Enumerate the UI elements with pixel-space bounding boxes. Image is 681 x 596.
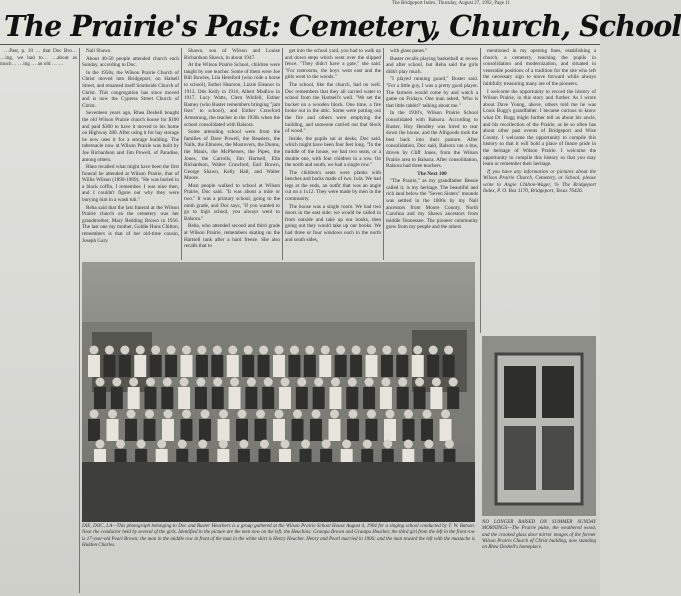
person-figure [382, 346, 391, 355]
person-figure [163, 378, 172, 387]
article-paragraph: The Next 100 [417, 170, 447, 177]
person-figure [256, 410, 265, 419]
person-figure [264, 378, 273, 387]
person-figure [88, 355, 100, 377]
column-divider [480, 48, 481, 333]
article-paragraph: mentioned in my opening lines, establishing a church, a cemetery, teaching the pupils in consolidation and modernization, and situated in venerable positions of a tradition for the site who left the necessary sign to move forward while always faithfully treasuring many are of the pioneers. [483, 48, 596, 87]
article-paragraph: Seventeen years ago, Rhea Deshell bought the old Wilson Prairie church house for $100 and paid $300 to have it moved to his home on Highway 380. After using it for hay storage he now uses it for a storage building. The tabernacle now at Wilson Prairie was built by Joe Richardson and Jim Powell, of Paradise, among others. [82, 110, 179, 163]
person-figure [275, 346, 284, 355]
person-figure [449, 378, 458, 387]
article-column-6 [483, 48, 596, 333]
person-figure [107, 419, 119, 441]
person-figure [165, 355, 177, 377]
person-figure [413, 346, 422, 355]
person-figure [230, 378, 239, 387]
article-paragraph: Some attending school were from the families of Dave Powell, the Reaslers, the Nalls, the Elmores, the Mostovers, the Dunns, the Mauls, the McPherses, the Pipes, the Jones, the Carrolls, Jim Hartsell, Ella Richardson, Walter Crawford, Earl Brown, George Shawn, Kelly Hall, and Walter Moore. [184, 129, 280, 182]
article-paragraph: The school, like the church, had no well. Doc remembers that they all carried water to school from the Hartsell's well. "We set the bucket on a wooden block. One time, a fire broke out in the attic. Some were putting out the fire and others were emptying the building, and someone carried out that block of wood." [285, 81, 381, 135]
person-figure [322, 440, 331, 449]
article-paragraph: Buster recalls playing basketball at recess and after school, but Reba said the girls didn't play much. [386, 55, 478, 75]
person-figure [292, 419, 304, 441]
person-figure [181, 419, 193, 441]
person-figure [144, 419, 156, 441]
article-paragraph: "The Prairie," as my grandfather Bessie called it, is my heritage. The beautiful and rich land below the "Seven Sisters" mounds was settled in the 1800s by my Nall ancestors from Moore County, North Carolina and my Shawn ancestors from middle Tennessee. The pioneer community grew from my people and the others [386, 178, 478, 231]
article-paragraph: I welcome the opportunity to record the history of Wilson Prairie, in this story and further. As I wrote about Dave Young, above, others told me he was Louis Bugg's grandfather. I became curious to know what Dr. Bugg might further tell us about his uncle, and his recollection of the Prairie, as he so often has about other past events of Bridgeport and Wise County. I welcome the opportunity to compile this history so that it will hold a place of future pride in the heritage of Wilson Prairie. I welcome the opportunity to compile this history so that you may learn or remember their heritage. [483, 88, 596, 168]
person-figure [314, 378, 323, 387]
article-paragraph: Inside, the pupils sat at desks, Doc said, which might have been four feet long. "In the middle of the house, we had two seats, or a double one, with four children in a row. On the north and south, we had a single row." [285, 135, 381, 169]
person-figure [363, 440, 372, 449]
person-figure [137, 440, 146, 449]
person-figure [288, 355, 300, 377]
person-figure [211, 355, 223, 377]
person-figure [424, 440, 433, 449]
person-figure [367, 346, 376, 355]
person-figure [312, 410, 321, 419]
person-figure [128, 387, 140, 409]
person-figure [432, 378, 441, 387]
person-figure [293, 410, 302, 419]
person-figure [119, 355, 131, 377]
person-figure [281, 440, 290, 449]
column-divider [181, 48, 182, 260]
article-paragraph: In the 1930's, Wilson Prairie School consolidated with Balsora. According to Buster, Hoy Hendley was hired to tear down the house, and the Alligoods took the best back into their pasture. After consolidation, Doc said, Balsora ran a bus, driven by Cliff Jones, from the Wilson Prairie area to Balsora. After consolidation, Balsora had three teachers. [386, 110, 478, 170]
person-figure [397, 387, 409, 409]
article-column-2 [82, 48, 179, 260]
person-figure [218, 419, 230, 441]
article-paragraph: get into the school yard, you had to walk up and down steps which went over the slipped fence. "They didn't have a gate," she said. "For restrooms, the boys went east and the girls went to the woods." [285, 48, 381, 81]
person-figure [342, 440, 351, 449]
person-figure [335, 355, 347, 377]
person-figure [258, 355, 270, 377]
article-paragraph: Reba said that the last funeral at the Wilson Prairie church on the cemetery was her grandmother, Mary Redding Brown in 1956. The last one my mother, Goldie Huns Chilton, remembers is that of her old-time cousin, Joseph Gary [82, 204, 179, 244]
person-figure [90, 410, 99, 419]
article-paragraph: "I played running guard," Buster said. "For a little guy, I was a pretty good player. The farmers would come by and watch a game on Fridays. One man asked, 'Who is that little rabbit?' talking about me." [386, 76, 478, 109]
person-figure [396, 355, 408, 377]
person-figure [105, 346, 114, 355]
person-figure [245, 387, 257, 409]
person-figure [447, 387, 459, 409]
person-figure [404, 410, 413, 419]
person-figure [199, 419, 211, 441]
person-figure [444, 346, 453, 355]
person-figure [329, 419, 341, 441]
running-head: The Bridgeport Index, Thursday, August 27, 1992, Page 11 [392, 1, 510, 6]
person-figure [329, 387, 341, 409]
person-figure [429, 346, 438, 355]
person-figure [347, 419, 359, 441]
person-figure [157, 440, 166, 449]
person-figure [111, 387, 123, 409]
person-figure [423, 410, 432, 419]
article-column-4 [285, 48, 381, 260]
person-figure [445, 440, 454, 449]
person-figure [403, 419, 415, 441]
person-figure [178, 440, 187, 449]
person-figure [198, 440, 207, 449]
article-paragraph: If you have any information or pictures about the Wilson Prairie Church, Cemetery, or School, please write to Angie Chilton-Wager, % The Bridgeport Index, P. O. Box 1170, Bridgeport, Texas 76426. [483, 168, 596, 195]
article-paragraph: Shawn, son of Wilson and Louise Richardson Shawn, in about 1947. [184, 48, 280, 61]
person-figure [363, 387, 375, 409]
person-figure [443, 355, 455, 377]
person-figure [96, 378, 105, 387]
church-door-photo [482, 336, 596, 516]
person-figure [365, 378, 374, 387]
person-figure [238, 410, 247, 419]
person-figure [279, 387, 291, 409]
person-figure [181, 355, 193, 377]
person-figure [145, 410, 154, 419]
person-figure [380, 387, 392, 409]
person-figure [213, 378, 222, 387]
person-figure [366, 419, 378, 441]
person-figure [427, 355, 439, 377]
person-figure [108, 410, 117, 419]
person-figure [319, 355, 331, 377]
person-figure [404, 440, 413, 449]
person-figure [386, 410, 395, 419]
person-figure [129, 378, 138, 387]
person-figure [196, 355, 208, 377]
person-figure [236, 419, 248, 441]
person-figure [162, 419, 174, 441]
person-figure [151, 346, 160, 355]
article-paragraph: At the Wilson Prairie School, children were taught by one teacher. Some of them were Joe Bill Bowles, Lila Hereford (who rode a horse to school), Esther Hearson, Lizzie Eleanor in 1913, Otis Kelly in 1916, Albert Madlow in 1917, Lucy Watts, Clem Winfell, Esther Ramey (who Buster remembers bringing "jam fists" to school), and Esther Crawford Armstrong, the teacher in the 1930s when the school consolidated with Balsora. [184, 62, 280, 128]
article-paragraph: Nall Shawn. [86, 48, 112, 54]
person-figure [281, 378, 290, 387]
church-photo-caption: NO LONGER RAISED ON SUMMER SUNDAY MORNINGS—The Prairie pulse, the weathered wood, and the crooked glass door mirror images of the former Wilson Prairie Church of Christ building, now standing on Rhea Deshell's homeplace. [482, 520, 596, 551]
person-figure [296, 387, 308, 409]
article-paragraph: The house was a single room. We had two doors in the east side; we would be called in from outside and take up our books, then going out they would take up our books. We had three or four windows each in the north and south sides, [285, 203, 381, 243]
person-figure [331, 378, 340, 387]
person-figure [244, 346, 253, 355]
person-figure [212, 387, 224, 409]
person-figure [228, 346, 237, 355]
person-figure [259, 346, 268, 355]
person-figure [136, 346, 145, 355]
person-figure [367, 410, 376, 419]
person-figure [103, 355, 115, 377]
person-figure [180, 378, 189, 387]
person-figure [304, 355, 316, 377]
photo-caption: DIE, DOC, LA—This photograph belonging to Doc and Buster Heuchers is a group gathered at the Wilson Prairie School House August 4, 1904 for a singing school conducted by T. W. Batson. Near the conductor held by several of the girls. Identified in the picture are the men now on the left, the Heuchins: Grampa Brown and Grampa Heucher, the third girl from the left in the front row is 17-year-old Pearl Brown; the man in the middle row in front of the man in the white shirt is Henry Heucher. Henry and Pearl married in 1906; and the man toward the left with the mustache is Huldon Charles. [82, 524, 475, 548]
person-figure [182, 346, 191, 355]
column-divider [79, 48, 80, 593]
person-figure [146, 378, 155, 387]
person-figure [297, 378, 306, 387]
person-figure [213, 346, 222, 355]
headline-rule [0, 44, 600, 45]
person-figure [415, 378, 424, 387]
person-figure [330, 410, 339, 419]
person-figure [310, 419, 322, 441]
person-figure [125, 419, 137, 441]
person-figure [127, 410, 136, 419]
person-figure [430, 387, 442, 409]
person-figure [201, 410, 210, 419]
person-figure [398, 378, 407, 387]
person-figure [384, 419, 396, 441]
person-figure [440, 419, 452, 441]
person-figure [346, 387, 358, 409]
page-title: The Prairie's Past: Cemetery, Church, School [4, 9, 681, 43]
person-figure [366, 355, 378, 377]
person-figure [301, 440, 310, 449]
person-figure [88, 419, 100, 441]
person-figure [260, 440, 269, 449]
person-figure [321, 346, 330, 355]
person-figure [441, 410, 450, 419]
article-paragraph: Most people walked to school at Wilson Prairie, Doc said. "It was about a mile or two." It was a primary school, going to the ninth grade, and Doc says, "if you wanted to go to high school, you always went to Balsora." [184, 182, 280, 222]
person-figure [94, 387, 106, 409]
person-figure [414, 387, 426, 409]
person-figure [219, 440, 228, 449]
person-figure [239, 440, 248, 449]
person-figure [112, 378, 121, 387]
person-figure [421, 419, 433, 441]
person-figure [273, 355, 285, 377]
person-figure [273, 419, 285, 441]
person-figure [383, 440, 392, 449]
person-figure [182, 410, 191, 419]
person-figure [196, 378, 205, 387]
article-paragraph: with glass panes." [390, 48, 428, 54]
article-paragraph: About 40-50 people attended church each Sunday, according to Doc. [82, 55, 179, 69]
article-paragraph: Reba, who attended second and third grade at Wilson Prairie, remembers skating on the Hartsell tank after a hard freeze. She also recalls that to [184, 223, 280, 250]
person-figure [247, 378, 256, 387]
person-figure [116, 440, 125, 449]
article-paragraph: In the 1950s, the Wilson Prairie Church of Christ moved into Bridgeport, on Halsell Street, and renamed itself Southside Church of Christ. This congregation has since moved and is now the Cypress Street Church of Christ. [82, 69, 179, 109]
person-figure [275, 410, 284, 419]
person-figure [150, 355, 162, 377]
article-column-1 [0, 48, 77, 593]
person-figure [167, 346, 176, 355]
person-figure [195, 387, 207, 409]
column-divider [282, 48, 283, 260]
person-figure [144, 387, 156, 409]
person-figure [227, 355, 239, 377]
article-paragraph: Rhea recalled what might have been the first funeral he attended at Wilson Prairie, that of Willie Wilson (1890-1909). "He was buried in a black coffin, I remember. I was nine then, and I couldn't figure out why they were burying him in a wash tub." [82, 164, 179, 204]
person-figure [305, 346, 314, 355]
person-figure [96, 440, 105, 449]
school-group-photo [82, 262, 475, 522]
person-figure [262, 387, 274, 409]
article-paragraph: The children's seats were planks with benches and backs made of two 1x4s. We had legs at the ends, an outfit that was an angle cut on a 1x12. They were made by men in the community. [285, 169, 381, 203]
person-figure [229, 387, 241, 409]
person-figure [161, 387, 173, 409]
person-figure [290, 346, 299, 355]
person-figure [349, 410, 358, 419]
person-figure [134, 355, 146, 377]
article-paragraph: …Past, p. 10 … that Doc Bro… …ing, we had to… …about as much… …ing … an old … … [0, 48, 77, 68]
person-figure [255, 419, 267, 441]
person-figure [381, 378, 390, 387]
person-figure [164, 410, 173, 419]
person-figure [336, 346, 345, 355]
person-figure [381, 355, 393, 377]
person-figure [219, 410, 228, 419]
person-figure [90, 346, 99, 355]
person-figure [120, 346, 129, 355]
person-figure [398, 346, 407, 355]
person-figure [242, 355, 254, 377]
person-figure [352, 346, 361, 355]
person-figure [412, 355, 424, 377]
column-divider [383, 48, 384, 260]
person-figure [178, 387, 190, 409]
person-figure [348, 378, 357, 387]
person-figure [313, 387, 325, 409]
article-column-3 [184, 48, 280, 260]
person-figure [350, 355, 362, 377]
person-figure [197, 346, 206, 355]
